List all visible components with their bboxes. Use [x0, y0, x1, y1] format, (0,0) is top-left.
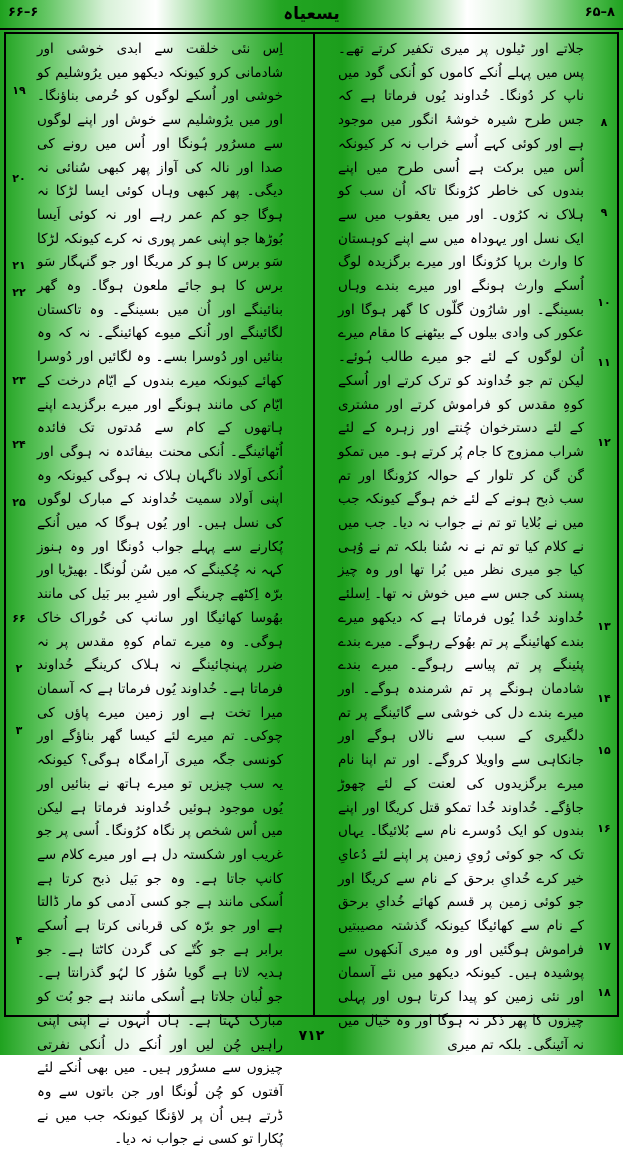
verse-number: ۲۰: [12, 172, 26, 185]
verse-number: ۱۹: [12, 84, 26, 97]
verse-number: ۱۲: [597, 436, 611, 449]
verse-number: ۱۱: [597, 356, 611, 369]
verse-number: ۱۴: [597, 692, 611, 705]
header-page-range-right: ۶۵–۸: [584, 5, 615, 20]
verse-number: ۱۳: [597, 620, 611, 633]
verse-number: ۱۶: [597, 822, 611, 835]
page-header: [0, 0, 623, 30]
left-column-text: اِس نئی خلقت سے ابدی خوشی اور شادمانی کرو کیونکہ دیکھو میں یرُوشلیم کو خوشی اور اُسکے لوگوں کو خُرمی بناؤنگا۔ اور میں یرُوشلیم سے خوش اور اپنے لوگوں سے مسرُور ہُونگا اور اُس میں رونے کی صدا اور نالہ کی آواز پھر کبھی سُنائی نہ دیگی۔ پھر کبھی وہاں کوئی ایسا لڑکا نہ ہوگا جو کم عمر رہے اور نہ کوئی اَیسا بُوڑھا جو اپنی عمر پوری نہ کرے کیونکہ لڑکا سَو برس کا ہو کر مریگا اور جو گنہگار سَو برس کا ہو جائے ملعون ہوگا۔ وہ گھر بنائینگے اور اُن میں بسینگے۔ وہ تاکستان لگائینگے اور اُنکے میوے کھائینگے۔ نہ کہ وہ بنائیں اور دُوسرا بسے۔ وہ لگائیں اور دُوسرا کھائے کیونکہ میرے بندوں کے ایّام درخت کے ایّام کی مانند ہونگے اور میرے برگزیدے اپنے ہاتھوں کے کام سے مُدتوں تک فائدہ اُٹھائینگے۔ اُنکی محنت بیفائدہ نہ ہوگی اور اُنکی اَولاد ناگہان ہلاک نہ ہوگی کیونکہ وہ اپنی اَولاد سمیت خُداوند کے مبارک لوگوں کی نسل ہیں۔ اور یُوں ہوگا کہ میں اُنکے پُکارنے سے پہلے جواب دُونگا اور وہ ہنوز کہہ نہ چُکینگے کہ میں سُن لُونگا۔ بھیڑیا اور برّہ اِکٹھے چرینگے اور شیرِ ببر بَیل کی مانند بھُوسا کھائیگا اور سانپ کی خُوراک خاک ہوگی۔ وہ میرے تمام کوہِ مقدس پر نہ ضرر پہنچائینگے نہ ہلاک کرینگے خُداوند فرماتا ہے۔ خُداوند یُوں فرماتا ہے کہ آسمان میرا تخت ہے اور زمین میرے پاؤں کی چوکی۔ تم میرے لئے کیسا گھر بناؤگے اور کونسی جگہ میری آرامگاہ ہوگی؟ کیونکہ یہ سب چیزیں تو میرے ہاتھ نے بنائیں اور یُوں موجود ہوئیں خُداوند فرماتا ہے لیکن میں اُس شخص پر نگاہ کرُونگا۔ اُسی پر جو غریب اور شکستہ دل ہے اور میرے کلام سے کانپ جاتا ہے۔ وہ جو بَیل ذبح کرتا ہے اُسکی مانند ہے جو کسی آدمی کو مار ڈالتا ہے اور جو برّہ کی قربانی کرتا ہے اُسکے برابر ہے جو کُتّے کی گردن کاٹتا ہے۔ جو ہدیہ لاتا ہے گویا سُؤر کا لہُو گذرانتا ہے۔ جو لُبان جلاتا ہے اُسکی مانند ہے جو بُت کو مبارک کہتا ہے۔ ہاں اُنہوں نے اپنی اپنی راہیں چُن لیں اور اُنکے دل اُنکی نفرتی چیزوں سے مسرُور ہیں۔ میں بھی اُنکے لئے آفتوں کو چُن لُونگا اور جن باتوں سے وہ ڈرتے ہیں اُن پر لاؤنگا کیونکہ جب میں نے پُکارا تو کسی نے جواب نہ دیا۔: [37, 41, 283, 1148]
right-column-text: جلاتے اور ٹیلوں پر میری تکفیر کرتے تھے۔ پس میں پہلے اُنکے کاموں کو اُنکی گود میں ناپ کر دُونگا۔ خُداوند یُوں فرماتا ہے کہ جس طرح شیرہ خوشۂ انگور میں موجود ہے اور کوئی کہے اُسے خراب نہ کر کیونکہ اُس میں برکت ہے اُسی طرح میں اپنے بندوں کی خاطر کرُونگا تاکہ اُن سب کو ہلاک نہ کرُوں۔ اور میں یعقوب میں سے ایک نسل اور یہوداہ میں سے اپنے کوہستان کا وارث برپا کرُونگا اور میرے برگزیدہ لوگ اُسکے وارث ہونگے اور میرے بندے وہاں بسینگے۔ اور شارُون گلّوں کا گھر ہوگا اور عکور کی وادی بیلوں کے بیٹھنے کا مقام میرے اُن لوگوں کے لئے جو میرے طالب ہُوئے۔ لیکن تم جو خُداوند کو ترک کرتے اور اُسکے کوہِ مقدس کو فراموش کرتے اور مشتری کے لئے دسترخوان چُنتے اور زہرہ کے لئے شراب ممزوج کا جام پُر کرتے ہو۔ میں تمکو گن گن کر تلوار کے حوالہ کرُونگا اور تم سب ذبح ہونے کے لئے خم ہوگے کیونکہ جب میں نے بُلایا تو تم نے جواب نہ دیا۔ جب میں نے کلام کیا تو تم نے نہ سُنا بلکہ تم نے وُہی کیا جو میری نظر میں بُرا تھا اور وہ چیز پسند کی جس سے میں خوش نہ تھا۔ اِسلئے خُداوند خُدا یُوں فرماتا ہے کہ دیکھو میرے بندے کھائینگے پر تم بھُوکے رہوگے۔ میرے بندے پئینگے پر تم پیاسے رہوگے۔ میرے بندے شادمان ہونگے پر تم شرمندہ ہوگے۔ اور میرے بندے دل کی خوشی سے گائینگے پر تم دلگیری کے سبب سے نالاں ہوگے اور جانکاہی سے واویلا کروگے۔ اور تم اپنا نام میرے برگزیدوں کی لعنت کے لئے چھوڑ جاؤگے۔ خُداوند خُدا تمکو قتل کریگا اور اپنے بندوں کو ایک دُوسرے نام سے بُلائیگا۔ یہاں تک کہ جو کوئی رُویِ زمین پر اپنے لئے دُعایِ خیر کرے خُدایِ برحق کے نام سے کریگا اور جو کوئی زمین پر قسم کھائے خُدایِ برحق کے نام سے کھائیگا کیونکہ گذشتہ مصیبتیں فراموش ہوگئیں اور وہ میری آنکھوں سے پوشیدہ ہیں۔ کیونکہ دیکھو میں نئے آسمان اور نئی زمین کو پیدا کرتا ہوں اور پہلی چیزوں کا پھر ذکر نہ ہوگا اور وہ خیال میں نہ آئینگی۔ بلکہ تم میری: [338, 41, 584, 1053]
verse-number: ۸: [600, 116, 608, 129]
verse-number: ۴: [15, 934, 23, 947]
page-number: ۷۱۲: [298, 1028, 325, 1044]
verse-number: ۲: [15, 662, 23, 675]
verse-number: ۱۷: [597, 940, 611, 953]
verse-number: ۳: [15, 724, 23, 737]
verse-number: ۲۵: [12, 496, 26, 509]
book-title: یسعیاہ: [283, 4, 340, 24]
verse-number: ۲۳: [12, 374, 26, 387]
column-divider: [313, 34, 315, 1015]
verse-number: ۱۵: [597, 744, 611, 757]
verse-number: ۱۸: [597, 986, 611, 999]
verse-number: ۲۱: [12, 259, 26, 272]
verse-number: ۱۰: [597, 296, 611, 309]
left-column: [37, 38, 283, 1148]
right-column: [338, 38, 584, 1053]
verse-number: ۲۴: [12, 438, 26, 451]
page-footer: [0, 1021, 623, 1055]
verse-number: ۹: [600, 206, 608, 219]
header-page-range-left: ۶۶–۶: [8, 5, 39, 20]
verse-number: ۲۲: [12, 286, 26, 299]
chapter-number: ۶۶: [12, 612, 26, 625]
